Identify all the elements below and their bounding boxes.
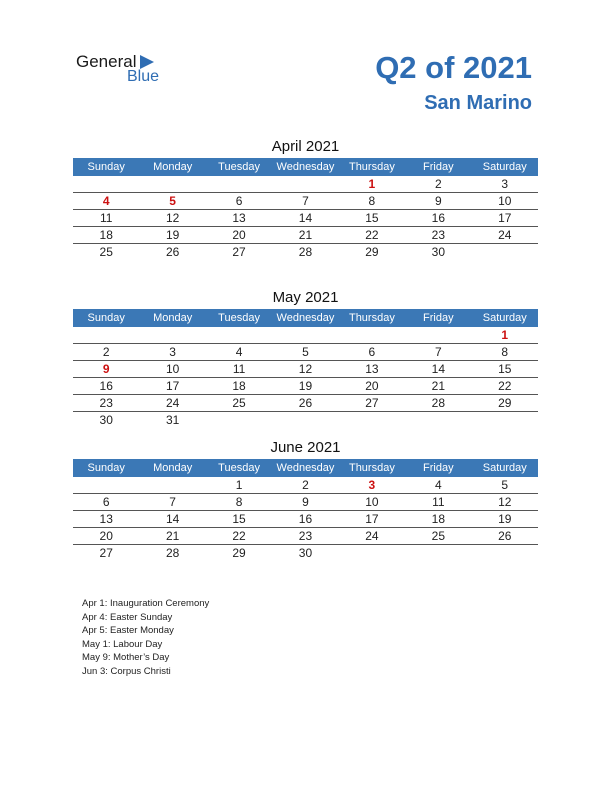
weekday-header: Tuesday (206, 459, 272, 477)
day-cell: 16 (405, 210, 471, 227)
holiday-item: Apr 4: Easter Sunday (82, 611, 173, 623)
week-row (73, 327, 538, 344)
month-june (73, 437, 538, 561)
day-cell: 25 (99, 245, 113, 259)
weekday-header: Friday (405, 158, 471, 176)
month-title: April 2021 (271, 138, 340, 155)
day-cell: 11 (206, 361, 272, 378)
weekday-header: Saturday (472, 459, 538, 477)
day-cell: 24 (339, 528, 405, 545)
weekday-header: Wednesday (272, 459, 338, 477)
empty-day-cell (206, 327, 272, 344)
day-cell: 19 (139, 227, 205, 244)
week-row (73, 210, 538, 227)
day-cell: 15 (339, 210, 405, 227)
day-cell: 1 (339, 176, 405, 193)
weekday-header: Saturday (472, 309, 538, 327)
weekday-header: Thursday (339, 158, 405, 176)
day-cell: 8 (339, 193, 405, 210)
day-cell: 26 (165, 245, 180, 259)
empty-day-cell (206, 176, 272, 193)
day-cell: 4 (405, 477, 471, 494)
day-cell: 19 (272, 378, 338, 395)
day-cell: 2 (272, 477, 338, 494)
day-cell: 15 (206, 511, 272, 528)
day-cell: 17 (139, 378, 205, 395)
weekday-header: Sunday (73, 158, 139, 176)
day-cell: 27 (232, 245, 246, 259)
day-cell: 31 (165, 413, 180, 427)
weekday-header: Monday (139, 309, 205, 327)
weekday-header: Sunday (73, 309, 139, 327)
day-cell: 25 (206, 395, 272, 412)
week-row (73, 511, 538, 528)
day-cell: 28 (298, 245, 313, 259)
week-row (73, 378, 538, 395)
week-row (73, 477, 538, 494)
day-cell: 11 (73, 210, 139, 227)
day-cell: 18 (405, 511, 471, 528)
country-title: San Marino (424, 92, 532, 114)
day-cell: 9 (73, 361, 139, 378)
month-title: May 2021 (272, 289, 339, 306)
calendar-table (73, 309, 538, 428)
calendar-table (73, 459, 538, 561)
empty-day-cell (472, 412, 538, 429)
week-row (73, 193, 538, 210)
day-cell: 20 (339, 378, 405, 395)
day-cell: 28 (165, 546, 180, 560)
empty-day-cell (272, 176, 338, 193)
weekday-header: Monday (139, 459, 205, 477)
empty-day-cell (472, 545, 538, 562)
month-april (73, 136, 538, 260)
weekday-header-row (73, 309, 538, 327)
day-cell: 15 (472, 361, 538, 378)
day-cell: 16 (73, 378, 139, 395)
day-cell: 29 (472, 395, 538, 412)
day-cell: 17 (339, 511, 405, 528)
empty-day-cell (339, 545, 405, 562)
weekday-header-row (73, 158, 538, 176)
holiday-item: Apr 1: Inauguration Ceremony (82, 598, 210, 609)
weekday-header: Saturday (472, 158, 538, 176)
week-row (73, 344, 538, 361)
day-cell: 26 (272, 395, 338, 412)
holiday-item: May 9: Mother’s Day (82, 652, 170, 663)
day-cell: 21 (272, 227, 338, 244)
day-cell: 23 (405, 227, 471, 244)
day-cell: 6 (73, 494, 139, 511)
day-cell: 14 (139, 511, 205, 528)
day-cell: 17 (472, 210, 538, 227)
day-cell: 18 (73, 227, 139, 244)
day-cell: 6 (206, 193, 272, 210)
empty-day-cell (73, 176, 139, 193)
day-cell: 13 (73, 511, 139, 528)
month-title: June 2021 (270, 439, 341, 456)
day-cell: 19 (472, 511, 538, 528)
day-cell: 24 (139, 395, 205, 412)
day-cell: 29 (365, 245, 379, 259)
empty-day-cell (73, 477, 139, 494)
day-cell: 22 (206, 528, 272, 545)
week-row (73, 361, 538, 378)
day-cell: 1 (206, 477, 272, 494)
day-cell: 23 (73, 395, 139, 412)
day-cell: 3 (472, 176, 538, 193)
day-cell: 11 (405, 494, 471, 511)
day-cell: 9 (405, 193, 471, 210)
day-cell: 14 (405, 361, 471, 378)
day-cell: 28 (405, 395, 471, 412)
holiday-item: May 1: Labour Day (82, 638, 163, 650)
day-cell: 30 (99, 413, 113, 427)
holiday-list (82, 597, 209, 678)
week-row (73, 412, 538, 429)
day-cell: 21 (405, 378, 471, 395)
weekday-header: Wednesday (272, 158, 338, 176)
logo-word-blue: Blue (127, 68, 160, 85)
empty-day-cell (405, 412, 471, 429)
day-cell: 13 (206, 210, 272, 227)
day-cell: 29 (232, 546, 246, 560)
day-cell: 23 (272, 528, 338, 545)
day-cell: 16 (272, 511, 338, 528)
week-row (73, 528, 538, 545)
empty-day-cell (339, 412, 405, 429)
day-cell: 4 (73, 193, 139, 210)
day-cell: 27 (339, 395, 405, 412)
week-row (73, 494, 538, 511)
weekday-header: Tuesday (206, 309, 272, 327)
weekday-header: Friday (405, 309, 471, 327)
day-cell: 1 (472, 327, 538, 344)
day-cell: 22 (472, 378, 538, 395)
day-cell: 18 (206, 378, 272, 395)
day-cell: 7 (405, 344, 471, 361)
day-cell: 10 (472, 193, 538, 210)
week-row (73, 545, 538, 562)
day-cell: 12 (472, 494, 538, 511)
calendar-table (73, 158, 538, 260)
weekday-header: Friday (405, 459, 471, 477)
weekday-header: Thursday (339, 309, 405, 327)
day-cell: 8 (206, 494, 272, 511)
day-cell: 12 (272, 361, 338, 378)
day-cell: 14 (272, 210, 338, 227)
day-cell: 30 (431, 245, 445, 259)
empty-day-cell (73, 327, 139, 344)
empty-day-cell (139, 477, 205, 494)
day-cell: 13 (339, 361, 405, 378)
day-cell: 20 (73, 528, 139, 545)
weekday-header: Monday (139, 158, 205, 176)
day-cell: 7 (139, 494, 205, 511)
day-cell: 2 (73, 344, 139, 361)
empty-day-cell (405, 327, 471, 344)
holiday-item: Apr 5: Easter Monday (82, 625, 174, 636)
empty-day-cell (139, 327, 205, 344)
empty-day-cell (405, 545, 471, 562)
month-may (73, 287, 538, 428)
day-cell: 10 (339, 494, 405, 511)
weekday-header: Wednesday (272, 309, 338, 327)
day-cell: 5 (272, 344, 338, 361)
day-cell: 6 (339, 344, 405, 361)
empty-day-cell (472, 244, 538, 261)
day-cell: 7 (272, 193, 338, 210)
day-cell: 27 (99, 546, 113, 560)
day-cell: 22 (339, 227, 405, 244)
week-row (73, 176, 538, 193)
week-row (73, 395, 538, 412)
empty-day-cell (272, 412, 338, 429)
empty-day-cell (339, 327, 405, 344)
week-row (73, 244, 538, 261)
empty-day-cell (206, 412, 272, 429)
day-cell: 20 (206, 227, 272, 244)
day-cell: 4 (206, 344, 272, 361)
day-cell: 3 (339, 477, 405, 494)
day-cell: 25 (405, 528, 471, 545)
weekday-header: Tuesday (206, 158, 272, 176)
day-cell: 26 (472, 528, 538, 545)
day-cell: 5 (139, 193, 205, 210)
day-cell: 3 (139, 344, 205, 361)
empty-day-cell (272, 327, 338, 344)
flag-icon (140, 55, 154, 69)
day-cell: 5 (472, 477, 538, 494)
day-cell: 12 (139, 210, 205, 227)
day-cell: 30 (298, 546, 313, 560)
day-cell: 10 (139, 361, 205, 378)
day-cell: 9 (272, 494, 338, 511)
empty-day-cell (139, 176, 205, 193)
day-cell: 8 (472, 344, 538, 361)
holiday-item: Jun 3: Corpus Christi (82, 665, 171, 677)
day-cell: 24 (472, 227, 538, 244)
weekday-header: Thursday (339, 459, 405, 477)
logo-word-general: General (76, 52, 137, 71)
day-cell: 21 (139, 528, 205, 545)
quarter-title: Q2 of 2021 (375, 50, 532, 85)
weekday-header: Sunday (73, 459, 139, 477)
generalblue-logo (76, 52, 176, 88)
day-cell: 2 (405, 176, 471, 193)
weekday-header-row (73, 459, 538, 477)
week-row (73, 227, 538, 244)
